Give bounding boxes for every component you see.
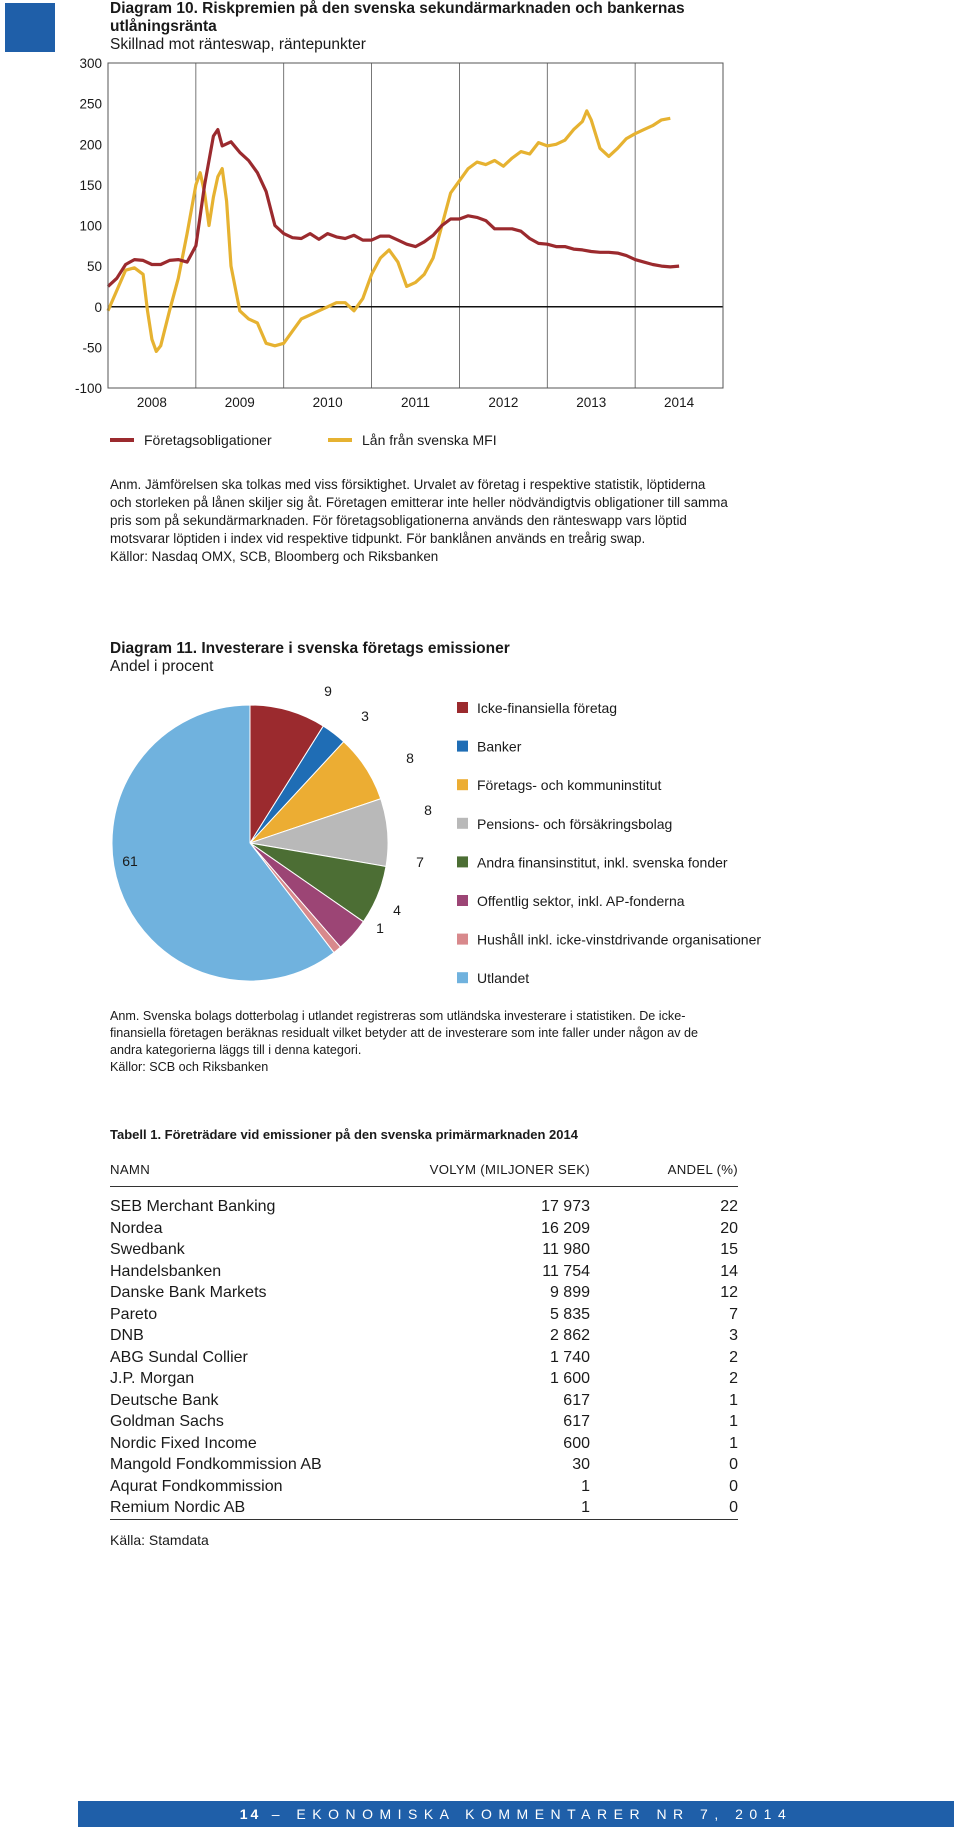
x-axis-labels (137, 395, 695, 410)
cell-name: Mangold Fondkommission AB (110, 1456, 322, 1473)
cell-volume: 600 (563, 1434, 590, 1452)
cell-name: SEB Merchant Banking (110, 1198, 276, 1215)
diagram11-note-block (110, 1008, 730, 1076)
slice-value-label: 9 (324, 685, 332, 699)
cell-volume: 9 899 (549, 1284, 590, 1301)
cell-share: 14 (720, 1262, 738, 1280)
header-volume: VOLYM (MILJONER SEK) (410, 1162, 590, 1187)
y-tick-label: 250 (79, 96, 102, 112)
publication-name: EKONOMISKA KOMMENTARER NR 7, 2014 (296, 1806, 793, 1822)
cell-share: 0 (729, 1477, 738, 1495)
x-tick-label: 2013 (576, 395, 607, 410)
pie-slices (112, 705, 388, 981)
cell-name: Danske Bank Markets (110, 1284, 267, 1301)
table1-title: Tabell 1. Företrädare vid emissioner på den svenska primärmarknaden 2014 (110, 1127, 578, 1142)
table1-source: Källa: Stamdata (110, 1532, 209, 1548)
diagram11-pie-chart (80, 685, 880, 1005)
issuers-table (110, 1162, 738, 1520)
cell-share: 3 (729, 1327, 738, 1344)
header-share: ANDEL (%) (590, 1162, 738, 1187)
pie-legend (457, 700, 761, 986)
cell-name: ABG Sundal Collier (110, 1348, 248, 1366)
table-row (110, 1325, 738, 1347)
y-tick-label: 100 (79, 218, 102, 234)
series-lines (108, 111, 679, 352)
cell-share: 12 (720, 1284, 738, 1301)
cell-name: Swedbank (110, 1241, 185, 1258)
slice-value-label: 8 (406, 750, 414, 766)
legend-swatch (457, 779, 468, 790)
legend-swatch (457, 702, 468, 713)
legend-label: Företags- och kommuninstitut (477, 777, 662, 794)
table-row (110, 1497, 738, 1519)
cell-share: 0 (590, 1497, 738, 1519)
diagram10-note-block (110, 476, 730, 566)
diagram10-subtitle: Skillnad mot ränteswap, räntepunkter (110, 36, 366, 53)
table-row (110, 1433, 738, 1455)
cell-name: DNB (110, 1327, 144, 1344)
cell-share: 1 (729, 1434, 738, 1452)
legend-label: Utlandet (477, 970, 530, 987)
table-row (110, 1282, 738, 1304)
cell-volume: 5 835 (549, 1305, 590, 1323)
cell-volume: 1 (581, 1477, 590, 1495)
cell-name: Goldman Sachs (110, 1413, 224, 1430)
diagram11-sources: Källor: SCB och Riksbanken (110, 1060, 269, 1074)
y-axis-labels (75, 56, 102, 396)
diagram10-sources: Källor: Nasdaq OMX, SCB, Bloomberg och Riksbanken (110, 549, 439, 564)
legend-swatch (457, 818, 468, 829)
x-tick-label: 2009 (224, 395, 255, 410)
slice-value-label: 3 (361, 708, 369, 724)
x-tick-label: 2011 (400, 395, 431, 410)
diagram10-note: Anm. Jämförelsen ska tolkas med viss försiktighet. Urvalet av företag i respektive statistik, löptiderna och storleken på lånen skiljer sig åt. Företagen emitterar inte heller nödvändigtvis obligationer till samma pris som på sekundärmarknaden. För företagsobligationerna används den ränteswapp vars löptid motsvarar löptiden i index vid respektive tidpunkt. För banklånen används en treårig swap. (110, 477, 728, 546)
cell-volume: 617 (563, 1391, 590, 1409)
cell-name: Handelsbanken (110, 1262, 222, 1280)
table-body (110, 1187, 738, 1520)
cell-name: Remium Nordic AB (110, 1497, 410, 1519)
y-tick-label: 150 (79, 177, 102, 193)
diagram10-line-chart (60, 55, 740, 455)
legend-label: Pensions- och försäkringsbolag (477, 815, 673, 832)
cell-volume: 17 973 (541, 1198, 590, 1215)
cell-volume: 617 (563, 1413, 590, 1430)
x-tick-label: 2008 (136, 395, 167, 410)
legend-label: Icke-finansiella företag (477, 700, 618, 716)
table-row (110, 1187, 738, 1218)
corner-marker (5, 3, 55, 52)
y-tick-label: -100 (74, 381, 102, 396)
cell-name: Aqurat Fondkommission (110, 1477, 283, 1495)
y-tick-label: 200 (79, 137, 102, 153)
diagram11-note: Anm. Svenska bolags dotterbolag i utlandet registreras som utländska investerare i statistiken. De icke-finansiella företagen beräknas residualt vilket betyder att de investerare som inte faller under någon av de andra kategorierna läggs till i denna kategori. (110, 1009, 699, 1057)
cell-volume: 1 740 (549, 1348, 590, 1366)
cell-share: 1 (729, 1413, 738, 1430)
legend-swatch (457, 856, 468, 867)
diagram10-title: Diagram 10. Riskpremien på den svenska sekundärmarknaden och bankernas utlåningsränta (110, 0, 685, 35)
table-row (110, 1239, 738, 1261)
slice-value-label: 1 (376, 920, 384, 936)
cell-share: 20 (720, 1219, 738, 1237)
cell-share: 15 (720, 1241, 738, 1258)
cell-volume: 11 754 (542, 1262, 590, 1280)
table-row (110, 1347, 738, 1369)
cell-name: Pareto (110, 1305, 158, 1323)
legend-swatch (457, 741, 468, 752)
diagram10-heading (110, 0, 710, 54)
legend-label: Hushåll inkl. icke-vinstdrivande organisationer (477, 931, 762, 948)
cell-name: Deutsche Bank (110, 1391, 219, 1409)
legend-swatch (457, 895, 468, 906)
legend-swatch (457, 934, 468, 945)
cell-volume: 16 209 (541, 1219, 590, 1237)
table-row (110, 1218, 738, 1240)
table-header-row (110, 1162, 738, 1187)
cell-share: 2 (729, 1370, 738, 1387)
slice-value-label: 4 (393, 902, 401, 918)
table-row (110, 1411, 738, 1433)
y-tick-label: 50 (86, 259, 102, 275)
table-row (110, 1454, 738, 1476)
cell-name: Nordic Fixed Income (110, 1434, 257, 1452)
cell-share: 7 (729, 1305, 738, 1323)
cell-volume: 11 980 (542, 1241, 590, 1258)
cell-volume: 1 (410, 1497, 590, 1519)
cell-name: Nordea (110, 1219, 163, 1237)
y-tick-label: 0 (94, 299, 102, 315)
cell-volume: 30 (572, 1456, 590, 1473)
x-tick-label: 2014 (664, 395, 695, 410)
legend-label: Lån från svenska MFI (362, 432, 497, 448)
y-tick-label: 300 (79, 56, 102, 71)
cell-volume: 2 862 (549, 1327, 590, 1344)
legend-label: Andra finansinstitut, inkl. svenska fonder (477, 854, 728, 871)
table-row (110, 1476, 738, 1498)
diagram11-heading (110, 640, 710, 676)
slice-value-label: 61 (122, 853, 138, 869)
slice-value-label: 8 (424, 802, 432, 818)
legend-label: Banker (477, 738, 522, 755)
diagram11-subtitle: Andel i procent (110, 658, 214, 675)
series-line-lan-fran-mfi (108, 111, 670, 352)
series-line-foretagsobligationer (108, 130, 679, 287)
page-footer (78, 1801, 954, 1827)
diagram11-title: Diagram 11. Investerare i svenska företags emissioner (110, 640, 510, 657)
table-row (110, 1390, 738, 1412)
header-name: NAMN (110, 1162, 410, 1187)
table-row (110, 1304, 738, 1326)
y-tick-label: -50 (82, 340, 102, 356)
legend-label: Offentlig sektor, inkl. AP-fonderna (477, 893, 685, 909)
x-tick-label: 2010 (312, 395, 343, 410)
cell-share: 22 (720, 1198, 738, 1215)
legend-swatch (457, 972, 468, 983)
footer-dash: – (271, 1806, 286, 1822)
chart-legend (110, 432, 497, 448)
table-row (110, 1368, 738, 1390)
legend-label: Företagsobligationer (144, 432, 272, 448)
slice-value-label: 7 (416, 854, 424, 870)
table-row (110, 1261, 738, 1283)
cell-share: 0 (729, 1456, 738, 1473)
cell-share: 2 (729, 1348, 738, 1366)
page-number: 14 (239, 1806, 262, 1822)
cell-share: 1 (729, 1391, 738, 1409)
cell-volume: 1 600 (549, 1370, 590, 1387)
cell-name: J.P. Morgan (110, 1370, 195, 1387)
x-tick-label: 2012 (488, 395, 519, 410)
